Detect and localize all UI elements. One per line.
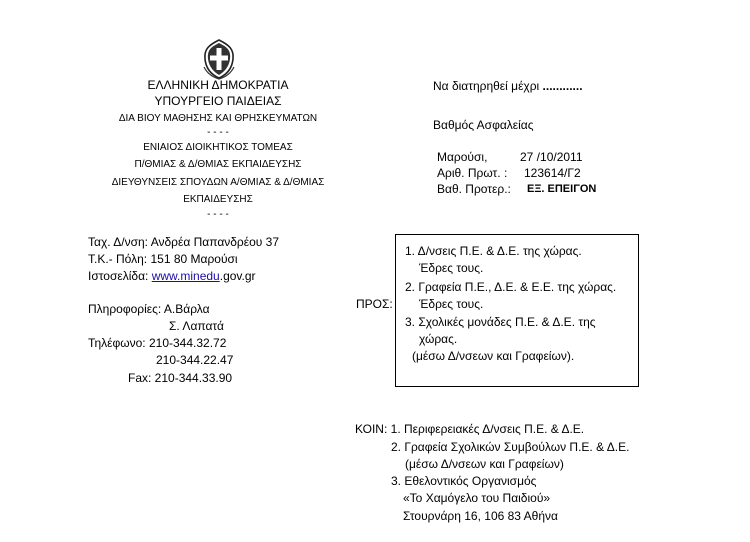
recipient-3-country: χώρας.	[419, 332, 458, 346]
cc-item-3-address: Στουρνάρη 16, 106 83 Αθήνα	[403, 509, 558, 523]
to-label: ΠΡΟΣ:	[356, 297, 393, 311]
recipient-3-via: (μέσω Δ/νσεων και Γραφείων).	[412, 349, 575, 363]
header-education: ΕΚΠΑΙΔΕΥΣΗΣ	[183, 194, 253, 205]
recipient-2-seat: Έδρες τους.	[419, 297, 484, 311]
place-label: Μαρούσι,	[437, 150, 488, 164]
cc-label: ΚΟΙΝ:	[355, 422, 391, 436]
info-contact: Πληροφορίες: Α.Βάρλα	[88, 302, 210, 316]
protocol-number: 123614/Γ2	[524, 166, 581, 180]
keep-until	[433, 79, 583, 93]
greek-coat-of-arms-emblem	[197, 37, 241, 81]
cc-item-2-via: (μέσω Δ/νσεων και Γραφείων)	[405, 457, 564, 471]
header-separator: - - - -	[207, 127, 229, 138]
info-contact-2: Σ. Λαπατά	[169, 319, 224, 333]
recipient-1: 1. Δ/νσεις Π.Ε. & Δ.Ε. της χώρας.	[405, 244, 582, 258]
keep-until-dots: ............	[542, 79, 583, 93]
header-directorates: ΔΙΕΥΘΥΝΣΕΙΣ ΣΠΟΥΔΩΝ Α/ΘΜΙΑΣ & Δ/ΘΜΙΑΣ	[111, 177, 325, 188]
recipient-2: 2. Γραφεία Π.Ε., Δ.Ε. & Ε.Ε. της χώρας.	[405, 280, 617, 294]
phone-number: Τηλέφωνο: 210-344.32.72	[88, 336, 227, 350]
cc-item-1: 1. Περιφερειακές Δ/νσεις Π.Ε. & Δ.Ε.	[390, 422, 585, 436]
document-date: 27 /10/2011	[520, 150, 583, 164]
website-link[interactable]: www.minedu	[151, 269, 220, 283]
address-website	[88, 269, 256, 283]
cc-item-3-org: «Το Χαμόγελο του Παιδιού»	[403, 491, 551, 505]
recipient-1-seat: Έδρες τους.	[419, 261, 484, 275]
cc-item-3: 3. Εθελοντικός Οργανισμός	[391, 474, 537, 488]
protocol-label: Αριθ. Πρωτ. :	[437, 166, 508, 180]
header-education-levels: Π/ΘΜΙΑΣ & Δ/ΘΜΙΑΣ ΕΚΠΑΙΔΕΥΣΗΣ	[134, 159, 302, 170]
cc-line-1	[355, 422, 584, 436]
keep-until-label: Να διατηρηθεί μέχρι	[433, 79, 543, 93]
recipient-3: 3. Σχολικές μονάδες Π.Ε. & Δ.Ε. της	[405, 315, 596, 329]
cc-item-2: 2. Γραφεία Σχολικών Συμβούλων Π.Ε. & Δ.Ε.	[391, 440, 630, 454]
security-grade: Βαθμός Ασφαλείας	[433, 118, 534, 132]
header-ministry: ΥΠΟΥΡΓΕΙΟ ΠΑΙΔΕΙΑΣ	[154, 94, 282, 108]
fax-number: Fax: 210-344.33.90	[128, 371, 233, 385]
website-domain: .gov.gr	[219, 269, 256, 283]
priority-value: ΕΞ. ΕΠΕΙΓΟΝ	[527, 183, 597, 195]
priority-label: Βαθ. Προτερ.:	[437, 182, 511, 196]
header-republic: ΕΛΛΗΝΙΚΗ ΔΗΜΟΚΡΑΤΙΑ	[147, 78, 289, 92]
address-postcode: Τ.Κ.- Πόλη: 151 80 Μαρούσι	[88, 252, 238, 266]
address-street: Ταχ. Δ/νση: Ανδρέα Παπανδρέου 37	[88, 235, 280, 249]
header-ministry-sub: ΔΙΑ ΒΙΟΥ ΜΑΘΗΣΗΣ ΚΑΙ ΘΡΗΣΚΕΥΜΑΤΩΝ	[118, 113, 318, 124]
website-label: Ιστοσελίδα:	[88, 269, 152, 283]
header-separator-2: - - - -	[207, 209, 229, 220]
phone-number-2: 210-344.22.47	[156, 353, 234, 367]
header-admin-sector: ΕΝΙΑΙΟΣ ΔΙΟΙΚΗΤΙΚΟΣ ΤΟΜΕΑΣ	[143, 142, 293, 153]
